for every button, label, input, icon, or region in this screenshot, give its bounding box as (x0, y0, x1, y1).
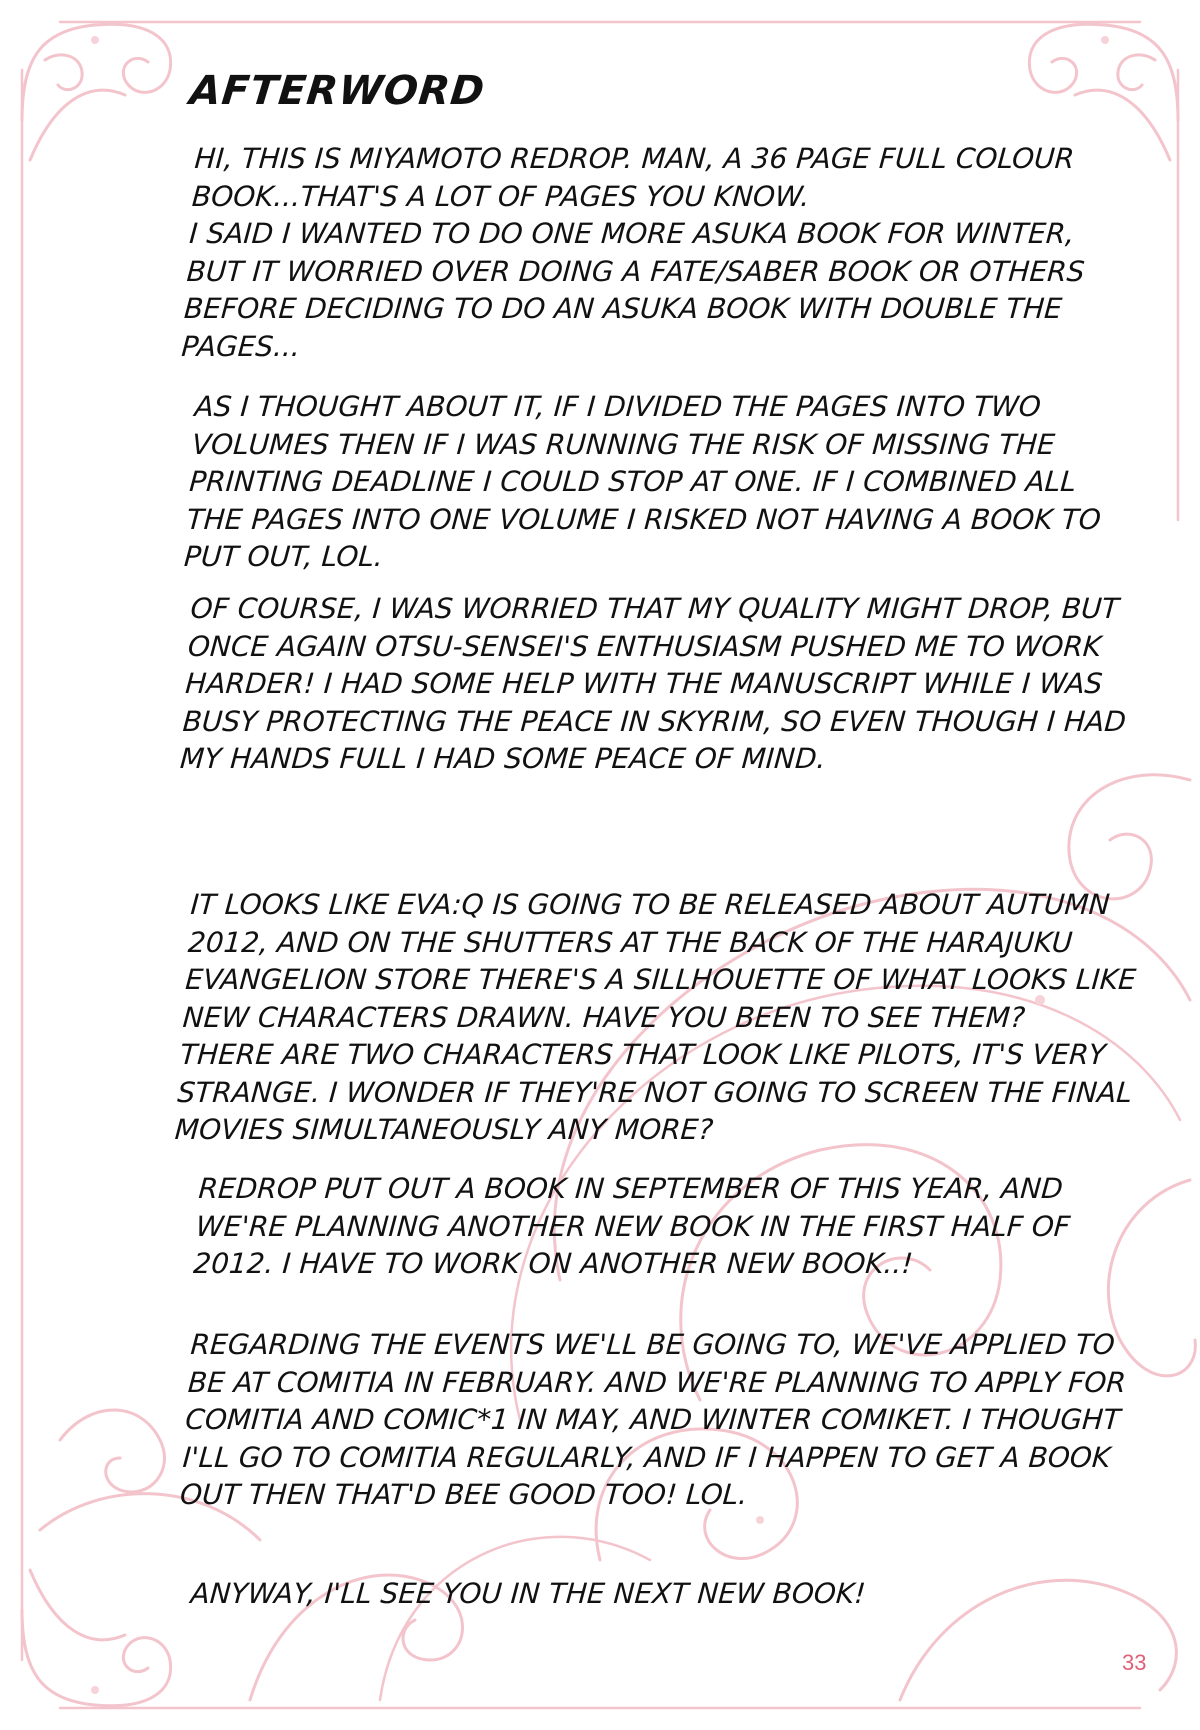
page-number: 33 (1122, 1650, 1147, 1675)
paragraph-7: ANYWAY, I'LL SEE YOU IN THE NEXT NEW BOOK! (189, 1577, 867, 1610)
paragraph-2: AS I THOUGHT ABOUT IT, IF I DIVIDED THE PAGES INTO TWO VOLUMES THEN IF I WAS RUNNING THE RISK OF MISSING THE PRINTING DEADLINE I COULD STOP AT ONE. IF I COMBINED ALL THE PAGES INTO ONE VOLUME I RISKED NOT HAVING A BOOK TO PUT OUT, LOL. (183, 390, 1102, 573)
paragraph-4: IT LOOKS LIKE EVA:Q IS GOING TO BE RELEASED ABOUT AUTUMN 2012, AND ON THE SHUTTERS AT THE BACK OF THE HARAJUKU EVANGELION STORE THERE'S A SILLHOUETTE OF WHAT LOOKS LIKE NEW CHARACTERS DRAWN. HAVE YOU BEEN TO SEE THEM? THERE ARE TWO CHARACTERS THAT LOOK LIKE PILOTS, IT'S VERY STRANGE. I WONDER IF THEY'RE NOT GOING TO SCREEN THE FINAL MOVIES SIMULTANEOUSLY ANY MORE? (173, 888, 1138, 1146)
paragraph-5: REDROP PUT OUT A BOOK IN SEPTEMBER OF THIS YEAR, AND WE'RE PLANNING ANOTHER NEW BOOK IN THE FIRST HALF OF 2012. I HAVE TO WORK ON ANOTHER NEW BOOK..! (192, 1172, 1072, 1280)
paragraph-3: OF COURSE, I WAS WORRIED THAT MY QUALITY MIGHT DROP, BUT ONCE AGAIN OTSU-SENSEI'S ENTHUSIASM PUSHED ME TO WORK HARDER! I HAD SOME HELP WITH THE MANUSCRIPT WHILE I WAS BUSY PROTECTING THE PEACE IN SKYRIM, SO EVEN THOUGH I HAD MY HANDS FULL I HAD SOME PEACE OF MIND. (179, 592, 1128, 775)
page-title: AFTERWORD (187, 68, 488, 114)
paragraph-6: REGARDING THE EVENTS WE'LL BE GOING TO, WE'VE APPLIED TO BE AT COMITIA IN FEBRUARY. AND WE'RE PLANNING TO APPLY FOR COMITIA AND COMIC*1 IN MAY, AND WINTER COMIKET. I THOUGHT I'LL GO TO COMITIA REGULARLY, AND IF I HAPPEN TO GET A BOOK OUT THEN THAT'D BEE GOOD TOO! LOL. (179, 1328, 1128, 1511)
paragraph-1: HI, THIS IS MIYAMOTO REDROP. MAN, A 36 PAGE FULL COLOUR BOOK...THAT'S A LOT OF PAGES YOU KNOW. I SAID I WANTED TO DO ONE MORE ASUKA BOOK FOR WINTER, BUT IT WORRIED OVER DOING A FATE/SABER BOOK OR OTHERS BEFORE DECIDING TO DO AN ASUKA BOOK WITH DOUBLE THE PAGES... (180, 142, 1086, 363)
